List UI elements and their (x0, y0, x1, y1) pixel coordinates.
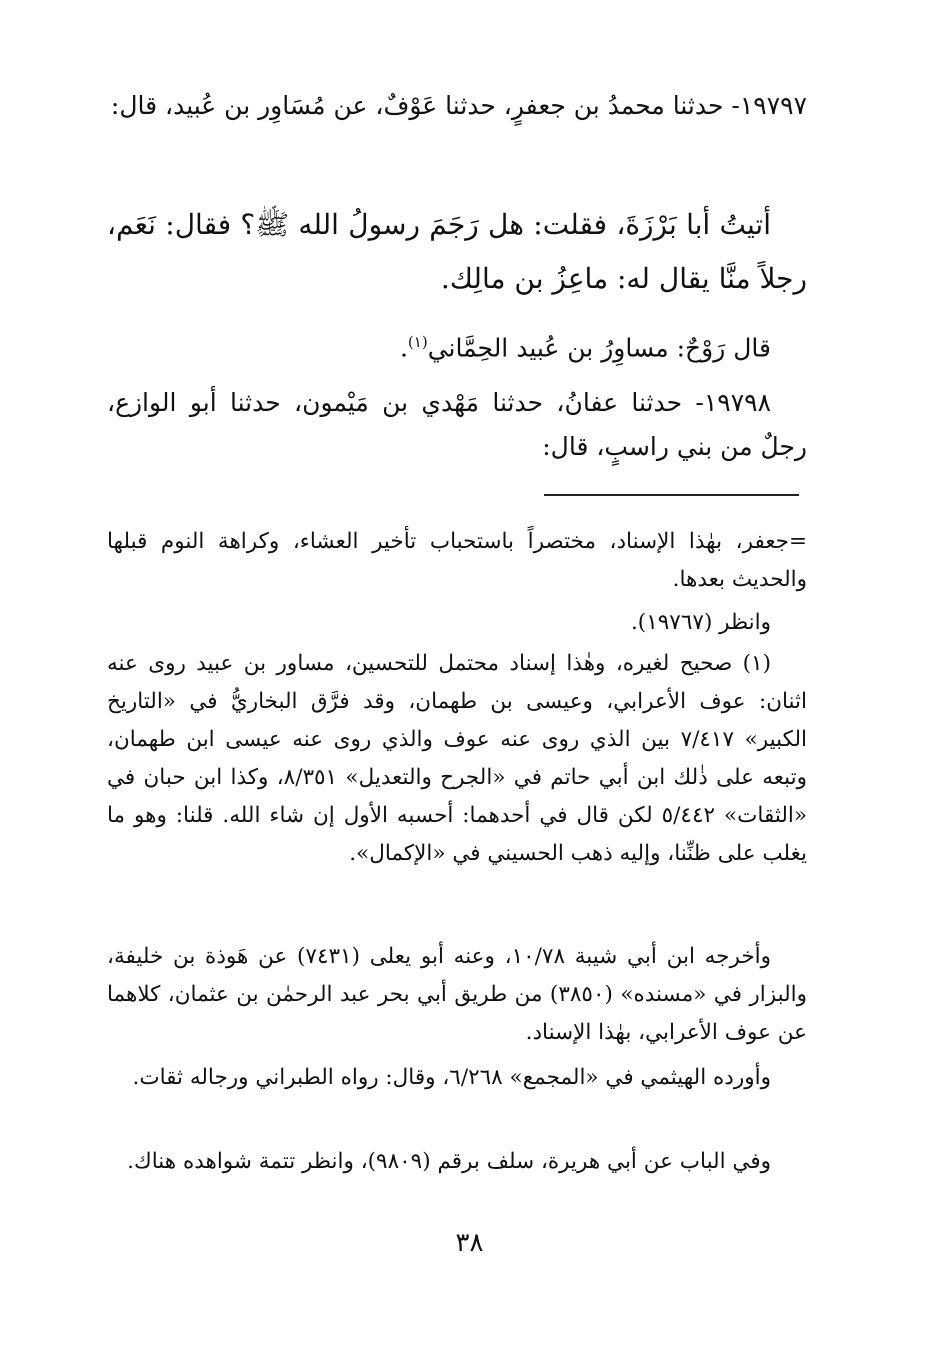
rawh-note (107, 320, 807, 370)
footnote-separator (544, 494, 799, 496)
footnote-continuation: =جعفر، بهٰذا الإسناد، مختصراً باستحباب تأخير العشاء، وكراهة النوم قبلها والحديث بعدها. (107, 529, 807, 592)
rawh-text: قال رَوْحٌ: مساوِرُ بن عُبيد الحِمَّاني (427, 333, 771, 363)
page-number: ٣٨ (455, 1228, 484, 1258)
hadith-19797-text: أتيتُ أبا بَرْزَةَ، فقلت: هل رَجَمَ رسولُ الله ﷺ؟ فقال: نَعَم، رجلاً منَّا يقال له: ماعِزُ بن مالِك. (107, 208, 807, 295)
footnote-1-bab: وفي الباب عن أبي هريرة، سلف برقم (٩٨٠٩)، وانظر تتمة شواهده هناك. (127, 1149, 771, 1174)
hadith-19798-intro: ١٩٧٩٨- حدثنا عفانُ، حدثنا مَهْدي بن مَيْمون، حدثنا أبو الوازع، رجلٌ من بني راسبٍ، قال: (107, 388, 807, 461)
rawh-end: . (399, 333, 408, 363)
footnote-1-main: (١) صحيح لغيره، وهٰذا إسناد محتمل للتحسين، مساور بن عبيد روى عنه اثنان: عوف الأعرابي، وعيسى بن طهمان، وقد فرَّق البخاريُّ في «التاريخ الكبير» ٧/٤١٧ بين الذي روى عنه عوف والذي روى عنه عيسى ابن طهمان، وتبعه على ذٰلك ابن أبي حاتم في «الجرح والتعديل» ٨/٣٥١، وكذا ابن حبان في «الثقات» ٥/٤٤٢ لكن قال في أحدهما: أحسبه الأول إن شاء الله. قلنا: وهو ما يغلب على ظنِّنا، وإليه ذهب الحسيني في «الإكمال». (107, 651, 807, 866)
hadith-19797-intro: ١٩٧٩٧- حدثنا محمدُ بن جعفرٍ، حدثنا عَوْفٌ، عن مُسَاوِر بن عُبيد، قال: (110, 91, 807, 120)
footnote-1-takhrij: وأخرجه ابن أبي شيبة ١٠/٧٨، وعنه أبو يعلى (٧٤٣١) عن هَوذة بن خليفة، والبزار في «مسنده» (٣٨٥٠) من طريق أبي بحر عبد الرحمٰن بن عثمان، كلاهما عن عوف الأعرابي، بهٰذا الإسناد. (107, 944, 807, 1045)
footnote-ref-1: (١) (407, 333, 428, 351)
footnote-1-haythami: وأورده الهيثمي في «المجمع» ٦/٢٦٨، وقال: رواه الطبراني ورجاله ثقات. (132, 1065, 771, 1090)
footnote-see-also: وانظر (١٩٧٦٧). (630, 610, 771, 635)
